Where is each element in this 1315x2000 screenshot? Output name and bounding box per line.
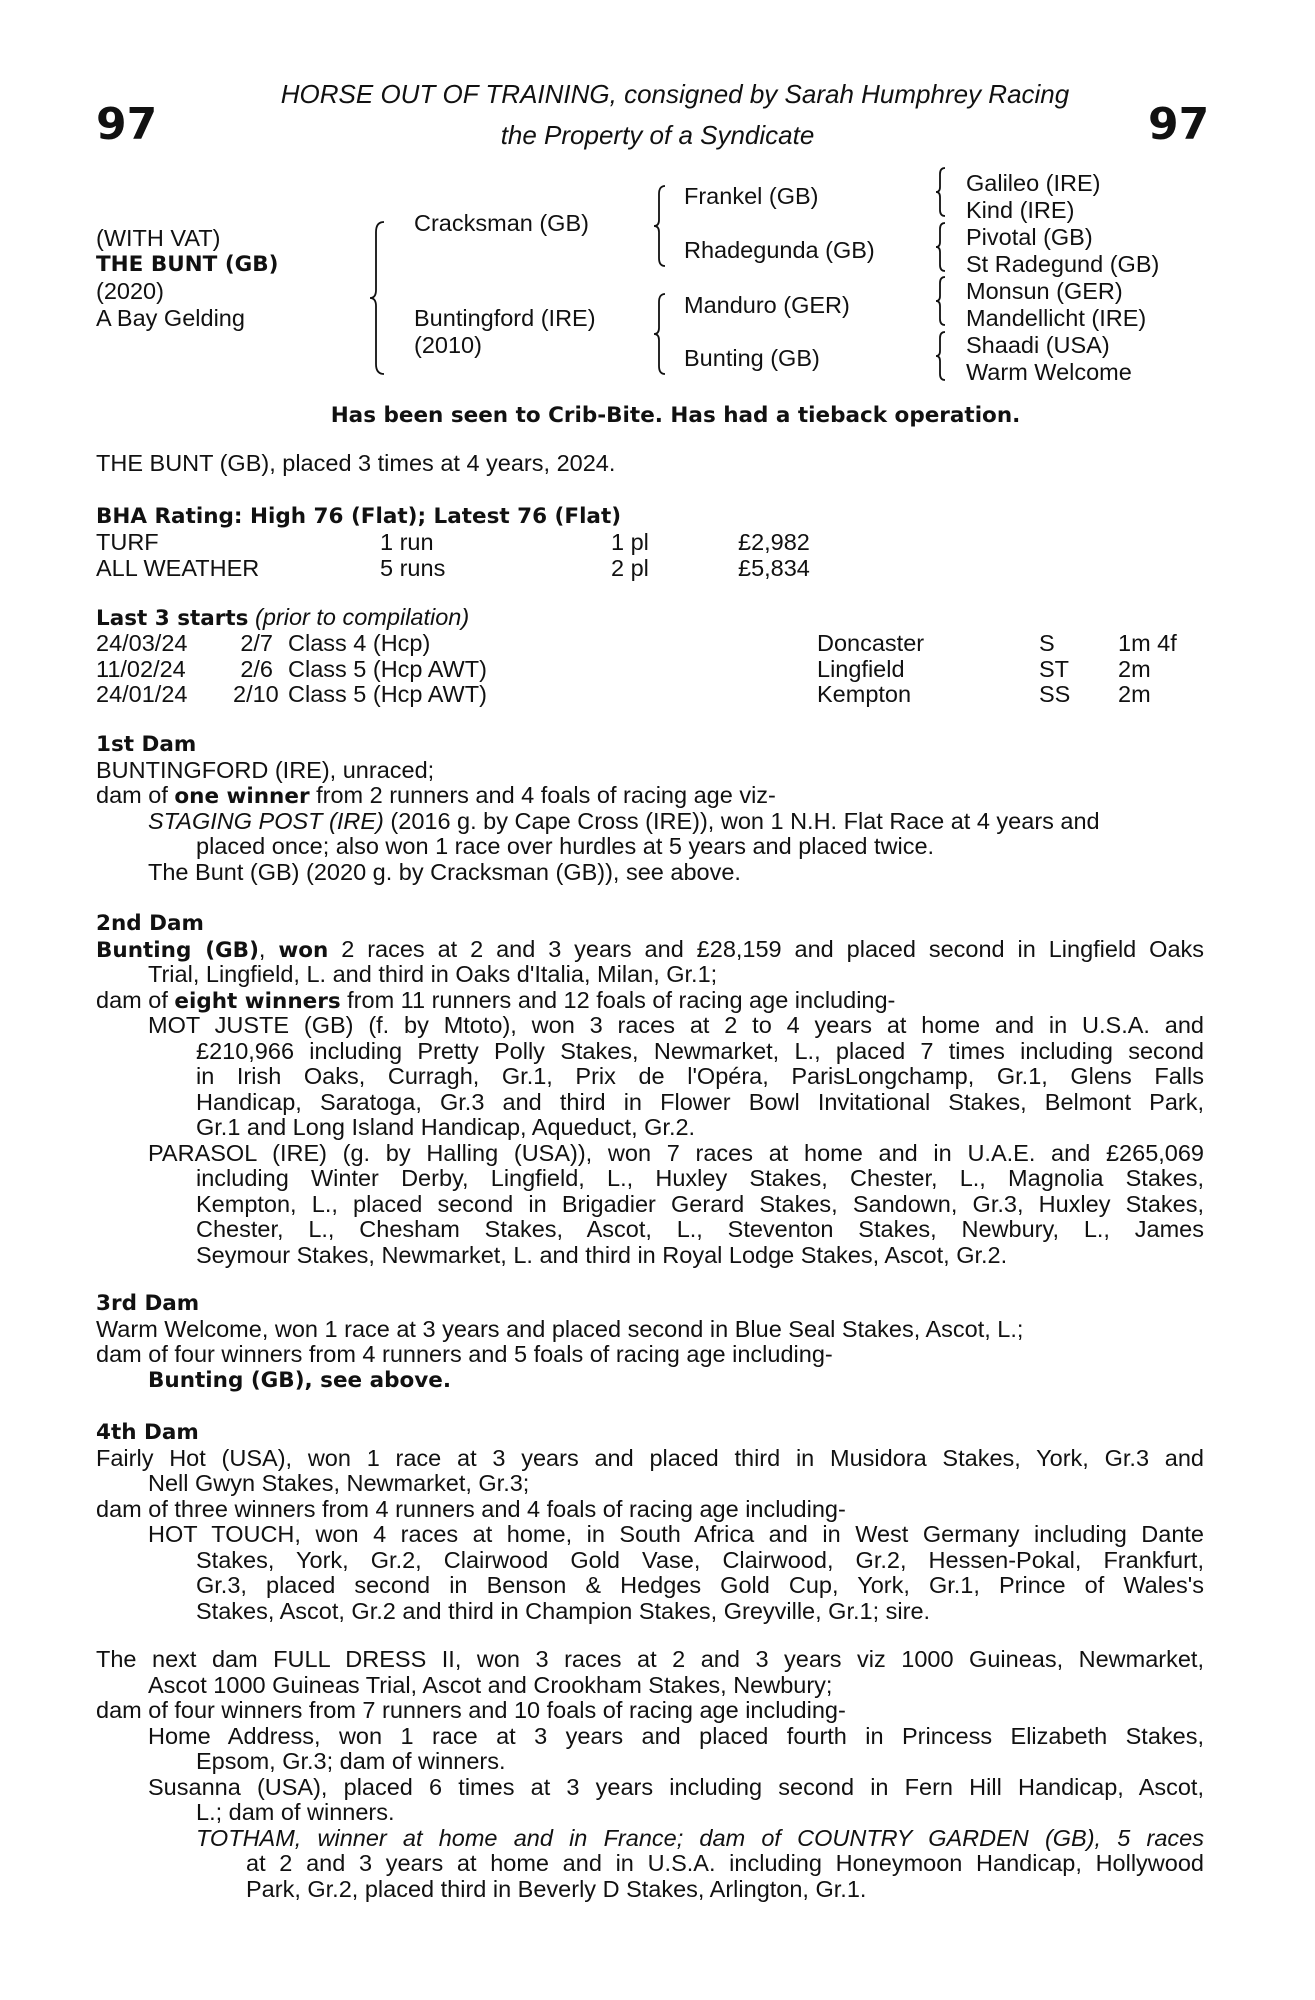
section-heading: 1st Dam [96,732,197,757]
start-class: Class 5 (Hcp AWT) [288,681,487,707]
dam-line: The next dam FULL DRESS II, won 3 races at 2 and 3 years viz 1000 Guineas, Newmarket, [96,1646,1204,1672]
start-course: Lingfield [817,655,905,682]
ancestor-6: Mandellicht (IRE) [966,305,1147,331]
dam-line-brace [652,292,668,376]
fourth-dam-section [96,1420,1204,1624]
start-row [96,657,1204,683]
start-distance: 1m 4f [1118,630,1177,656]
g-brace-2 [934,221,948,273]
progeny-line: Park, Gr.2, placed third in Beverly D Stakes, Arlington, Gr.1. [246,1875,867,1902]
progeny-line: at 2 and 3 years at home and in U.S.A. including Honeymoon Handicap, Hollywood [246,1850,1204,1876]
sire-dam-brace [368,220,388,376]
last-starts-title: Last 3 starts [96,606,249,631]
ancestor-7: Shaadi (USA) [966,332,1110,358]
dam-line: Fairly Hot (USA), won 1 race at 3 years and placed third in Musidora Stakes, York, Gr.3 and [96,1444,1204,1471]
progeny-line: Handicap, Saratoga, Gr.3 and third in Flower Bowl Invitational Stakes, Belmont Park, [196,1088,1204,1115]
start-date: 24/01/24 [96,681,188,707]
start-date: 11/02/24 [96,655,186,682]
progeny-line: STAGING POST (IRE) (2016 g. by Cape Cross (IRE)), won 1 N.H. Flat Race at 4 years and [148,807,1100,834]
sire-name: Cracksman (GB) [414,210,589,236]
progeny-line: Stakes, Ascot, Gr.2 and third in Champion Stakes, Greyville, Gr.1; sire. [196,1597,931,1624]
start-class: Class 4 (Hcp) [288,630,431,656]
next-dam-section [96,1647,1204,1902]
lot-number-left: 97 [96,99,158,150]
progeny-line: Seymour Stakes, Newmarket, L. and third in Royal Lodge Stakes, Ascot, Gr.2. [196,1241,1008,1268]
progeny-line: Bunting (GB), see above. [148,1367,452,1393]
runs-cell: 1 run [380,529,434,555]
dam-line: Bunting (GB), won 2 races at 2 and 3 years and £28,159 and placed second in Lingfield Oaks [96,935,1205,963]
sire-sire-name: Frankel (GB) [684,183,819,209]
progeny-line: Gr.3, placed second in Benson & Hedges Gold Cup, York, Gr.1, Prince of Wales's [196,1572,1204,1598]
lot-number-right: 97 [1148,99,1210,150]
dam-dam-name: Bunting (GB) [684,345,820,371]
start-distance: 2m [1118,681,1151,707]
prize-cell: £2,982 [738,529,810,555]
surface-cell: ALL WEATHER [96,554,260,581]
ancestor-8: Warm Welcome [966,359,1132,385]
dam-line: dam of eight winners from 11 runners and 12 foals of racing age including- [96,986,896,1014]
sire-dam-name: Rhadegunda (GB) [684,237,875,263]
progeny-line: L.; dam of winners. [196,1799,395,1825]
progeny-line: in Irish Oaks, Curragh, Gr.1, Prix de l'Opéra, ParisLongchamp, Gr.1, Glens Falls [196,1063,1204,1089]
start-position: 2/6 [240,655,273,682]
progeny-line: The Bunt (GB) (2020 g. by Cracksman (GB)), see above. [148,858,741,885]
progeny-line: Stakes, York, Gr.2, Clairwood Gold Vase, Clairwood, Gr.2, Hessen-Pokal, Frankfurt, [196,1546,1204,1573]
horse-year: (2020) [96,278,164,304]
vet-notice: Has been seen to Crib-Bite. Has had a tieback operation. [330,403,1021,428]
bha-rating: BHA Rating: High 76 (Flat); Latest 76 (Flat) [96,504,622,529]
g-brace-4 [934,330,948,382]
start-distance: 2m [1118,655,1151,682]
race-summary: THE BUNT (GB), placed 3 times at 4 years, 2024. [96,450,616,476]
start-going: SS [1039,681,1071,707]
dam-line: Nell Gwyn Stakes, Newmarket, Gr.3; [148,1470,530,1496]
dam-line: dam of four winners from 4 runners and 5 foals of racing age including- [96,1341,833,1367]
horse-description: A Bay Gelding [96,305,245,331]
sire-line-brace [652,184,668,268]
start-course: Kempton [817,681,912,707]
section-heading: 3rd Dam [96,1291,200,1316]
rating-table [96,530,1204,581]
last-starts-table [96,631,1204,708]
property-line: the Property of a Syndicate [500,120,815,150]
progeny-line: £210,966 including Pretty Polly Stakes, Newmarket, L., placed 7 times including second [196,1037,1204,1064]
progeny-line: Epsom, Gr.3; dam of winners. [196,1748,506,1774]
start-going: S [1039,630,1055,656]
progeny-line: placed once; also won 1 race over hurdles at 5 years and placed twice. [196,833,935,859]
progeny-line: MOT JUSTE (GB) (f. by Mtoto), won 3 races at 2 to 4 years at home and in U.S.A. and [148,1012,1204,1038]
start-row [96,631,1204,657]
g-brace-1 [934,166,948,218]
g-brace-3 [934,275,948,327]
progeny-line: Chester, L., Chesham Stakes, Ascot, L., Steventon Stakes, Newbury, L., James [196,1216,1204,1242]
third-dam-section [96,1291,1204,1393]
dam-line: Warm Welcome, won 1 race at 3 years and placed second in Blue Seal Stakes, Ascot, L.; [96,1315,1024,1342]
dam-line: dam of four winners from 7 runners and 10 foals of racing age including- [96,1697,846,1723]
dam-line: Ascot 1000 Guineas Trial, Ascot and Crookham Stakes, Newbury; [148,1671,833,1698]
places-cell: 1 pl [611,529,649,555]
ancestor-3: Pivotal (GB) [966,224,1093,250]
ancestor-1: Galileo (IRE) [966,170,1101,196]
start-date: 24/03/24 [96,630,188,656]
start-position: 2/7 [240,630,273,656]
first-dam-section [96,732,1204,885]
start-row [96,682,1204,708]
progeny-line: Susanna (USA), placed 6 times at 3 years including second in Fern Hill Handicap, Ascot, [148,1773,1204,1800]
places-cell: 2 pl [611,554,649,581]
start-course: Doncaster [817,630,925,656]
start-position: 2/10 [233,681,279,707]
dam-line: dam of one winner from 2 runners and 4 foals of racing age viz- [96,782,776,809]
vat-label: (WITH VAT) [96,225,221,251]
section-heading: 4th Dam [96,1420,199,1445]
section-heading: 2nd Dam [96,911,204,936]
progeny-line: TOTHAM, winner at home and in France; dam of COUNTRY GARDEN (GB), 5 races [196,1824,1204,1851]
horse-name: THE BUNT (GB) [96,252,279,277]
progeny-line: Home Address, won 1 race at 3 years and placed fourth in Princess Elizabeth Stakes, [148,1722,1204,1749]
progeny-line: HOT TOUCH, won 4 races at home, in South Africa and in West Germany including Dante [148,1521,1204,1547]
ancestor-2: Kind (IRE) [966,197,1075,223]
start-class: Class 5 (Hcp AWT) [288,655,487,682]
ancestor-5: Monsun (GER) [966,278,1123,304]
start-going: ST [1039,655,1070,682]
last-starts-note: (prior to compilation) [255,604,470,630]
surface-cell: TURF [96,529,159,555]
progeny-line: PARASOL (IRE) (g. by Halling (USA)), won 7 races at home and in U.A.E. and £265,069 [148,1139,1204,1166]
second-dam-section [96,911,1204,1268]
dam-year: (2010) [414,332,482,358]
runs-cell: 5 runs [380,554,446,581]
progeny-line: including Winter Derby, Lingfield, L., Huxley Stakes, Chester, L., Magnolia Stakes, [196,1165,1204,1191]
dam-line: Trial, Lingfield, L. and third in Oaks d'Italia, Milan, Gr.1; [148,961,718,987]
dam-name: Buntingford (IRE) [414,305,596,331]
last-starts-heading [96,605,469,632]
dam-sire-name: Manduro (GER) [684,292,850,318]
progeny-line: Kempton, L., placed second in Brigadier Gerard Stakes, Sandown, Gr.3, Huxley Stakes, [196,1190,1204,1217]
dam-line: dam of three winners from 4 runners and 4 foals of racing age including- [96,1495,846,1522]
consignor-line: HORSE OUT OF TRAINING, consigned by Sarah Humphrey Racing [280,79,1070,109]
progeny-line: Gr.1 and Long Island Handicap, Aqueduct, Gr.2. [196,1114,696,1140]
rating-row [96,556,1204,582]
dam-line: BUNTINGFORD (IRE), unraced; [96,756,435,783]
ancestor-4: St Radegund (GB) [966,251,1160,277]
rating-row [96,530,1204,556]
prize-cell: £5,834 [738,554,810,581]
